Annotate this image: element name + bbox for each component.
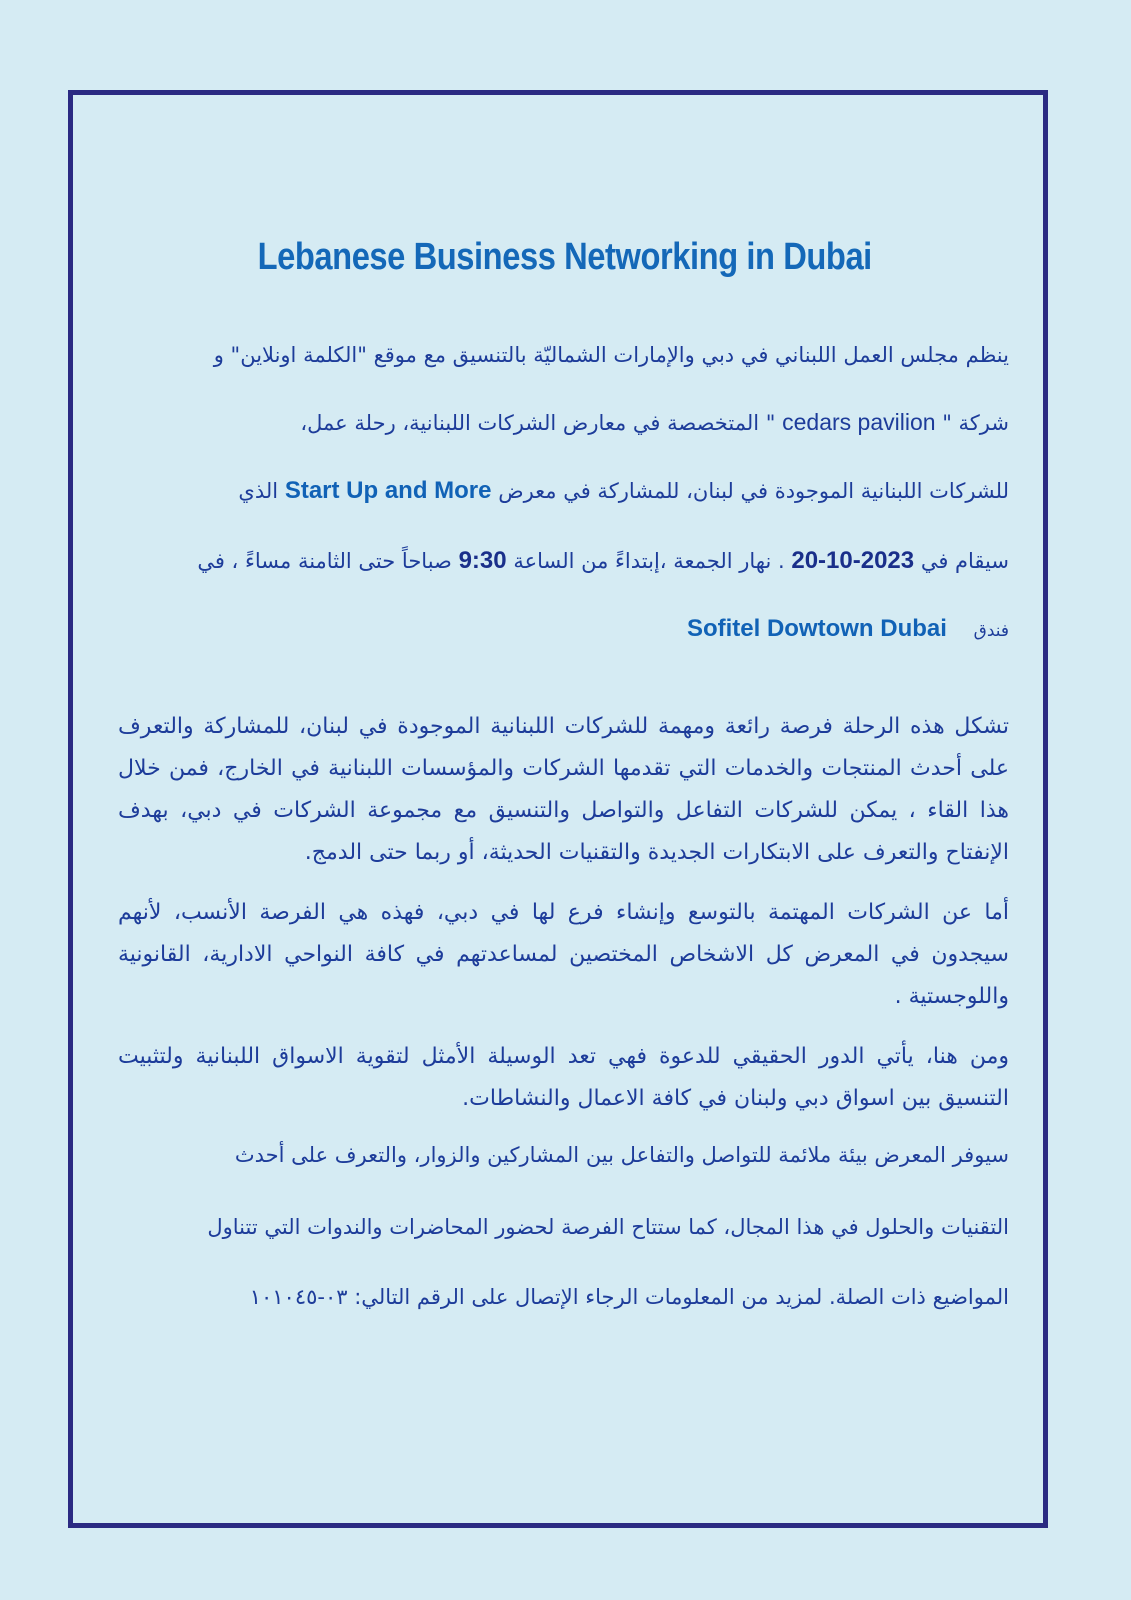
paragraph-1: تشكل هذه الرحلة فرصة رائعة ومهمة للشركات اللبنانية الموجودة في لبنان، للمشاركة والتعرف على أحدث المنتجات والخدمات التي تقدمها الشركات والمؤسسات اللبنانية في الخارج، فمن خلال هذا القاء ، يمكن للشركات التفاعل والتواصل والتنسيق مع مجموعة الشركات في دبي، بهدف الإنفتاح والتعرف على الابتكارات الجديدة والتقنيات الحديثة، أو ربما حتى الدمج.: [118, 714, 1009, 865]
event-date: 20-10-2023: [791, 547, 915, 574]
intro-line-2-end: " المتخصصة في معارض الشركات اللبنانية، رحلة عمل،: [300, 411, 776, 435]
event-name: Start Up and More: [284, 477, 492, 504]
closing-line-3: [118, 1282, 1009, 1312]
intro-line-3-end: الذي: [238, 479, 279, 503]
contact-phone: ٠٣-١٠١٠٤٥: [249, 1285, 348, 1309]
intro-line-4-start: سيقام في: [920, 549, 1009, 573]
intro-line-1: ينظم مجلس العمل اللبناني في دبي والإمارات الشماليّة بالتنسيق مع موقع "الكلمة اونلاين" و: [213, 343, 1009, 367]
intro-line-2-start: شركة ": [942, 411, 1009, 435]
intro-line-3: [118, 476, 1009, 506]
paragraph-3: ومن هنا، يأتي الدور الحقيقي للدعوة فهي تعد الوسيلة الأمثل لتقوية الاسواق اللبنانية ولتثبيت التنسيق بين اسواق دبي ولبنان في كافة الاعمال والنشاطات.: [118, 1044, 1009, 1111]
intro-line-4-middle: . نهار الجمعة ،إبتداءً من الساعة: [513, 549, 785, 573]
document-title: Lebanese Business Networking in Dubai: [257, 236, 872, 278]
hotel-label: فندق: [973, 621, 1009, 641]
intro-line-4: [118, 546, 1009, 576]
intro-line-5: [118, 614, 1009, 646]
paragraph-2: أما عن الشركات المهتمة بالتوسع وإنشاء فرع لها في دبي، فهذه هي الفرصة الأنسب، لأنهم سيجدون في المعرض كل الاشخاص المختصين لمساعدتهم في كافة النواحي الادارية، القانونية واللوجستية .: [118, 900, 1009, 1009]
event-time: 9:30: [458, 547, 507, 574]
intro-line-2: [118, 407, 1009, 438]
intro-line-4-end: صباحاً حتى الثامنة مساءً ، في: [197, 549, 452, 573]
closing-line-2: التقنيات والحلول في هذا المجال، كما ستتاح الفرصة لحضور المحاضرات والندوات التي تتناول: [207, 1215, 1009, 1239]
closing-line-1: سيوفر المعرض بيئة ملائمة للتواصل والتفاعل بين المشاركين والزوار، والتعرف على أحدث: [234, 1143, 1009, 1167]
brand-name: cedars pavilion: [782, 409, 936, 435]
intro-line-3-start: للشركات اللبنانية الموجودة في لبنان، للمشاركة في معرض: [498, 479, 1009, 503]
contact-text: المواضيع ذات الصلة. لمزيد من المعلومات الرجاء الإتصال على الرقم التالي:: [354, 1285, 1009, 1309]
hotel-name: Sofitel Dowtown Dubai: [686, 615, 947, 642]
